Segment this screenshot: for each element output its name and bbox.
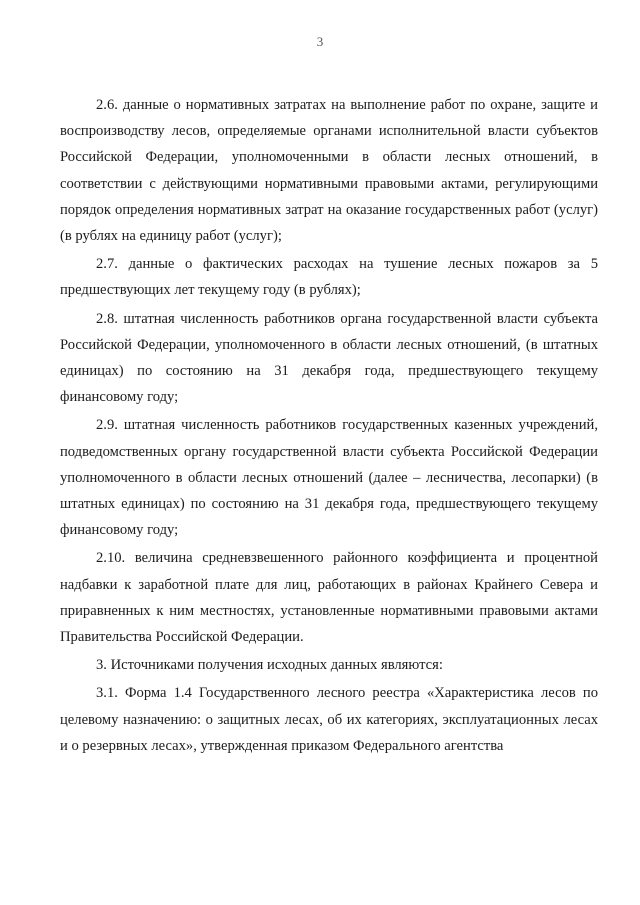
paragraph-2-10: 2.10. величина средневзвешенного районного коэффициента и процентной надбавки к заработной плате для лиц, работающих в районах Крайнего Севера и приравненных к ним местностях, установленные нормативными правовыми актами Правительства Российской Федерации. <box>60 550 598 646</box>
document-body <box>60 92 598 761</box>
paragraph-3-1: 3.1. Форма 1.4 Государственного лесного реестра «Характеристика лесов по целевому назначению: о защитных лесах, об их категориях, эксплуатационных лесах и о резервных лесах», утвержденная приказом Федерального агентства <box>60 685 598 754</box>
paragraph-3: 3. Источниками получения исходных данных являются: <box>96 657 443 674</box>
paragraph-2-9: 2.9. штатная численность работников государственных казенных учреждений, подведомственных органу государственной власти субъекта Российской Федерации уполномоченного в области лесных отношений (далее – лесничества, лесопарки) (в штатных единицах) по состоянию на 31 декабря года, предшествующего текущему финансовому году; <box>60 417 598 539</box>
page-number: 3 <box>316 34 324 49</box>
paragraph-2-8: 2.8. штатная численность работников органа государственной власти субъекта Российской Федерации, уполномоченного в области лесных отношений, (в штатных единицах) по состоянию на 31 декабря года, предшествующего текущему финансовому году; <box>60 310 598 406</box>
paragraph-2-7: 2.7. данные о фактических расходах на тушение лесных пожаров за 5 предшествующих лет текущему году (в рублях); <box>60 256 598 299</box>
paragraph-2-6: 2.6. данные о нормативных затратах на выполнение работ по охране, защите и воспроизводству лесов, определяемые органами исполнительной власти субъектов Российской Федерации, уполномоченными в области лесных отношений, в соответствии с действующими нормативными правовыми актами, регулирующими порядок определения нормативных затрат на оказание государственных работ (услуг) (в рублях на единицу работ (услуг); <box>60 97 598 245</box>
